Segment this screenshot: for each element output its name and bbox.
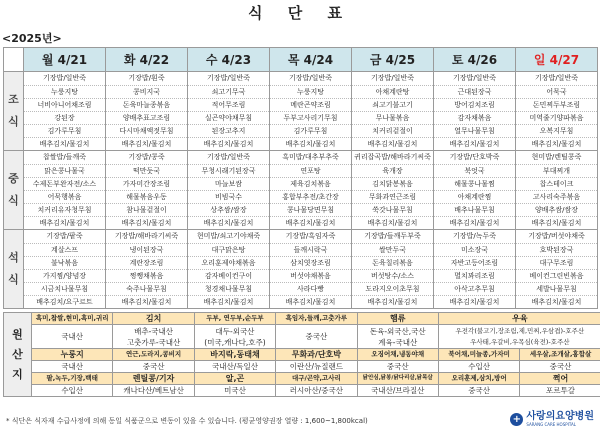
menu-item: 김가루무침 xyxy=(24,124,105,137)
meal-label-char: 식 xyxy=(8,115,19,128)
menu-item: 아채계란탕 xyxy=(352,85,433,98)
menu-item: 방어김치조림 xyxy=(434,98,515,111)
menu-item: 상추쌈/쌈장 xyxy=(188,203,269,216)
logo-sub: SARANG CARE HOSPITAL xyxy=(526,422,576,427)
menu-item: 실곤약야채무침 xyxy=(188,111,269,124)
origin-table xyxy=(3,312,600,397)
menu-item: 무화과연근조림 xyxy=(352,190,433,203)
menu-item: 사라다빵 xyxy=(270,282,351,295)
origin-value xyxy=(357,325,438,349)
menu-item: 찹스테이크 xyxy=(516,177,597,190)
menu-item: 강된장 xyxy=(24,111,105,124)
menu-item: 양배추쌈/쌈장 xyxy=(516,203,597,216)
menu-item: 버섯야채볶음 xyxy=(270,269,351,282)
origin-value xyxy=(113,325,194,349)
origin-value: 중국산 xyxy=(520,361,600,373)
meal-label-char: 식 xyxy=(8,273,19,286)
menu-cell xyxy=(188,151,270,230)
menu-item: 기장밥/흑임자죽 xyxy=(285,232,336,240)
menu-item: 참나물겉절이 xyxy=(106,203,187,216)
menu-body xyxy=(4,72,598,309)
day-header-sunday: 일 4/27 xyxy=(516,48,598,72)
notice-mark: * xyxy=(6,417,10,425)
origin-item: 흑미,찹쌀,현미,흑미,귀리 xyxy=(32,313,113,325)
menu-item: 누룽지탕 xyxy=(270,85,351,98)
menu-item: 무청시래기된장국 xyxy=(188,164,269,177)
origin-side-char: 산 xyxy=(12,347,23,361)
origin-item: 김치 xyxy=(113,313,194,325)
menu-cell xyxy=(352,151,434,230)
menu-item: 기장밥/팥죽 xyxy=(46,232,83,240)
origin-value: 수입산 xyxy=(438,361,519,373)
menu-item: 기장밥/콩죽 xyxy=(128,153,165,161)
menu-cell xyxy=(106,72,188,151)
menu-item: 배추김치/물김치 xyxy=(434,216,515,229)
day-header: 월 4/21 xyxy=(24,48,106,72)
menu-item: 배추김치/물김치 xyxy=(434,137,515,150)
origin-item: 알,곤 xyxy=(194,373,275,385)
menu-cell xyxy=(24,72,106,151)
meal-row xyxy=(4,151,598,230)
menu-cell xyxy=(188,72,270,151)
menu-item: 두부고사리기무침 xyxy=(270,111,351,124)
origin-item-row xyxy=(4,373,600,385)
logo-text xyxy=(526,412,594,427)
menu-item: 가지찜/양념장 xyxy=(24,269,105,282)
menu-item: 감자베이컨구이 xyxy=(188,269,269,282)
origin-value: 러시아산/중국산 xyxy=(276,385,357,397)
origin-value: 중국산 xyxy=(113,361,194,373)
menu-item: 흑미밥/대추부추죽 xyxy=(282,153,339,161)
menu-item: 청경채나물무침 xyxy=(188,282,269,295)
menu-item: 자반고등어조림 xyxy=(434,256,515,269)
menu-item: 계살스프 xyxy=(24,243,105,256)
menu-item: 기장밥/단호박죽 xyxy=(449,153,500,161)
menu-cell xyxy=(188,230,270,309)
menu-item: 호박된장국 xyxy=(516,243,597,256)
menu-item: 기장밥/일반죽 xyxy=(371,74,414,82)
menu-item: 배추김치/물김치 xyxy=(516,137,597,150)
origin-item: 연근,도라지,콩비지 xyxy=(113,349,194,361)
menu-item: 돈육칠리볶음 xyxy=(352,256,433,269)
menu-item: 기장밥/흰죽 xyxy=(128,74,165,82)
day-header-row xyxy=(4,48,598,72)
origin-value: 포르투갈 xyxy=(520,385,600,397)
menu-item: 콩비지국 xyxy=(106,85,187,98)
menu-item: 해물볶음우동 xyxy=(106,190,187,203)
meal-label-char: 조 xyxy=(8,93,19,106)
origin-value: 중국산 xyxy=(276,325,357,349)
origin-item: 쩍어 xyxy=(520,373,600,385)
menu-item: 기장밥/들깨두부죽 xyxy=(364,232,421,240)
origin-value-row xyxy=(4,325,600,349)
menu-cell xyxy=(270,151,352,230)
menu-item: 고사리숙주볶음 xyxy=(516,190,597,203)
menu-item: 쩡쨍채볶음 xyxy=(106,269,187,282)
menu-item: 아삭고추무침 xyxy=(434,282,515,295)
menu-item: 다시마채액젓무침 xyxy=(106,124,187,137)
origin-item xyxy=(520,349,600,361)
origin-value-line: 돈육-외국산,국산 xyxy=(369,326,426,336)
menu-cell xyxy=(516,151,598,230)
menu-item: 적어무조림 xyxy=(188,98,269,111)
menu-item: 어묵행볶음 xyxy=(24,190,105,203)
year-label: <2025년> xyxy=(2,32,62,45)
cross-icon: + xyxy=(510,413,523,426)
menu-item: 도라지오이초무침 xyxy=(352,282,433,295)
origin-item: 렌틸콩/기자 xyxy=(113,373,194,385)
origin-value-line: 고춧가루-국내산 xyxy=(126,337,181,347)
menu-item: 베이컨그린빈볶음 xyxy=(516,269,597,282)
meal-row xyxy=(4,72,598,151)
menu-cell xyxy=(516,230,598,309)
origin-value: 국내산 xyxy=(32,325,113,349)
menu-cell xyxy=(352,230,434,309)
menu-item: 오리훈제야채볶음 xyxy=(188,256,269,269)
menu-item: 배추김치/물김치 xyxy=(352,295,433,308)
menu-item: 아채계란찜 xyxy=(434,190,515,203)
origin-value: 중국산 xyxy=(438,385,519,397)
origin-item-row xyxy=(4,313,600,325)
menu-item: 연포탕 xyxy=(270,164,351,177)
menu-item: 배추김치/물김치 xyxy=(270,137,351,150)
origin-value-line: 우사태,우갈비,우목심(육전)-호주산 xyxy=(470,337,570,346)
menu-item: 기장밥/일반죽 xyxy=(207,153,250,161)
menu-item: 배추김치/물김치 xyxy=(434,295,515,308)
menu-item: 기장밥/버섯야채죽 xyxy=(528,232,585,240)
meal-label-char: 석 xyxy=(8,251,19,264)
origin-item: 무화과/단호박 xyxy=(276,349,357,361)
menu-cell xyxy=(106,151,188,230)
menu-item: 맑은콩나물국 xyxy=(24,164,105,177)
menu-item: 북엇국 xyxy=(434,164,515,177)
menu-item: 배추김치/물김치 xyxy=(106,137,187,150)
menu-cell xyxy=(434,151,516,230)
origin-value: 캐나다산/베트남산 xyxy=(113,385,194,397)
menu-item: 김가루무침 xyxy=(270,124,351,137)
origin-item: 햄류 xyxy=(357,313,438,325)
menu-item: 감자채볶음 xyxy=(434,111,515,124)
meal-label xyxy=(4,230,24,309)
origin-item: 흑임자,들깨,고춧가루 xyxy=(276,313,357,325)
origin-side-char: 지 xyxy=(12,367,23,381)
origin-value: 국내산/독일산 xyxy=(194,361,275,373)
origin-value: 이란산/뉴질랜드 xyxy=(276,361,357,373)
menu-item: 배추김치/물김치 xyxy=(188,137,269,150)
menu-item: 대구맑은탕 xyxy=(188,243,269,256)
menu-cell xyxy=(516,72,598,151)
menu-item: 기장밥/일반죽 xyxy=(289,74,332,82)
menu-item: 기장밥/일반죽 xyxy=(207,74,250,82)
menu-item: 치커리유자청무침 xyxy=(24,203,105,216)
menu-item: 부대찌개 xyxy=(516,164,597,177)
menu-item: 시금치나물무침 xyxy=(24,282,105,295)
menu-item: 돈민찌두부조림 xyxy=(516,98,597,111)
day-header: 금 4/25 xyxy=(352,48,434,72)
origin-value: 미국산 xyxy=(194,385,275,397)
menu-cell xyxy=(24,230,106,309)
origin-item: 대구/곤약,고사리 xyxy=(276,373,357,385)
menu-item: 불낙볶음 xyxy=(24,256,105,269)
menu-item: 된장고추지 xyxy=(188,124,269,137)
menu-item: 배추김치/요구르트 xyxy=(24,295,105,308)
menu-item: 육개장 xyxy=(352,164,433,177)
menu-cell xyxy=(270,230,352,309)
menu-item: 마늘보쌈 xyxy=(188,177,269,190)
meal-label-char: 중 xyxy=(8,172,19,185)
menu-item: 배추김치/물김치 xyxy=(106,295,187,308)
origin-value: 국내산 xyxy=(32,361,113,373)
menu-cell xyxy=(434,230,516,309)
menu-item: 기장밥/녹두죽 xyxy=(453,232,496,240)
menu-item: 숙주나물무침 xyxy=(106,282,187,295)
menu-item: 냉이된장국 xyxy=(106,243,187,256)
menu-item: 무나물볶음 xyxy=(352,111,433,124)
origin-value: 수입산 xyxy=(32,385,113,397)
meal-label xyxy=(4,72,24,151)
logo-name: 사랑의요양병원 xyxy=(526,411,594,422)
menu-item: 수제돈부완자전/소스 xyxy=(24,177,105,190)
origin-item: 팥,녹두,기장,백태 xyxy=(32,373,113,385)
menu-item: 배추김치/물김치 xyxy=(24,137,105,150)
notice-body: 식단은 식자재 수급사정에 의해 동일 식품군으로 변동이 있을 수 있습니다. (평균영양권장 열량 : 1,600~1,800kcal) xyxy=(11,417,368,425)
origin-item: 바지락,동태채 xyxy=(194,349,275,361)
origin-value xyxy=(194,325,275,349)
menu-item: 배추김치/물김치 xyxy=(270,295,351,308)
menu-item: 어묵국 xyxy=(516,85,597,98)
origin-item: 누룽지 xyxy=(32,349,113,361)
menu-cell xyxy=(106,230,188,309)
menu-item: 제육김치볶음 xyxy=(270,177,351,190)
menu-item: 미소장국 xyxy=(434,243,515,256)
menu-item: 대구무조림 xyxy=(516,256,597,269)
menu-item: 멸치꽈리조림 xyxy=(434,269,515,282)
menu-item: 김치닭봉볶음 xyxy=(352,177,433,190)
origin-value-line: 대두-외국산 xyxy=(215,326,255,336)
menu-item: 누룽지탕 xyxy=(24,85,105,98)
menu-item: 배추김치/물김치 xyxy=(516,295,597,308)
menu-item: 기장밥/일반죽 xyxy=(453,74,496,82)
origin-item: 오징어채,냉동야채 xyxy=(357,349,438,361)
menu-item: 기장밥/일반죽 xyxy=(43,74,86,82)
origin-value-row xyxy=(4,361,600,373)
menu-item: 열무나물무침 xyxy=(434,124,515,137)
origin-item xyxy=(438,349,519,361)
menu-item: 계란장조림 xyxy=(106,256,187,269)
origin-item: 오리훈제,삼치,방어 xyxy=(438,373,519,385)
origin-item: 두부, 연두부,순두부 xyxy=(194,313,275,325)
origin-side-char: 원 xyxy=(12,327,23,341)
menu-item: 귀리잡곡밥/해바라기씨죽 xyxy=(354,153,431,161)
meal-label-char: 식 xyxy=(8,194,19,207)
menu-item: 배추김치/물김치 xyxy=(516,216,597,229)
notice-text xyxy=(6,416,368,426)
origin-item: 우육 xyxy=(438,313,600,325)
menu-item: 버섯탕수/소스 xyxy=(352,269,433,282)
menu-item: 콩나물당면무침 xyxy=(270,203,351,216)
origin-value-line: (미국,캐나다,호주) xyxy=(204,337,266,347)
menu-item: 찹쌀밥/들깨죽 xyxy=(43,153,86,161)
origin-item-part: 세우살,조개살,홍합살 xyxy=(529,350,592,358)
menu-item: 쇠고기불고기 xyxy=(352,98,433,111)
origin-item-part: 북어채,미늘종,가자미 xyxy=(448,350,510,358)
origin-value-line: 배추-국내산 xyxy=(134,326,174,336)
menu-item: 홍합부추전/초간장 xyxy=(270,190,351,203)
menu-item: 배추나물무침 xyxy=(434,203,515,216)
menu-item: 배추김치/물김치 xyxy=(106,216,187,229)
origin-value-line: 우전각(불고기,장조림,제,민찌,우삼겹)-호주산 xyxy=(455,326,585,335)
menu-item: 근대된장국 xyxy=(434,85,515,98)
menu-cell xyxy=(434,72,516,151)
menu-item: 배추김치/물김치 xyxy=(188,295,269,308)
menu-item: 삼치엿장조림 xyxy=(270,256,351,269)
origin-value-line: 계육-국내산 xyxy=(378,337,418,347)
menu-item: 미역줄기양파볶음 xyxy=(516,111,597,124)
menu-item: 떡만둣국 xyxy=(106,164,187,177)
menu-item: 쇠고기무국 xyxy=(188,85,269,98)
menu-item: 쑥갓나물무침 xyxy=(352,203,433,216)
menu-cell xyxy=(270,72,352,151)
menu-item: 배추김치/물김치 xyxy=(352,137,433,150)
day-header: 수 4/23 xyxy=(188,48,270,72)
menu-cell xyxy=(352,72,434,151)
menu-item: 양배추표고조림 xyxy=(106,111,187,124)
day-header: 화 4/22 xyxy=(106,48,188,72)
menu-item: 메란곤약조림 xyxy=(270,98,351,111)
meal-row xyxy=(4,230,598,309)
origin-value xyxy=(438,325,600,349)
menu-item: 너비아니어채조림 xyxy=(24,98,105,111)
page-title: 식 단 표 xyxy=(248,4,352,22)
menu-item: 가자미간장조림 xyxy=(106,177,187,190)
menu-cell xyxy=(24,151,106,230)
menu-item: 비빔국수 xyxy=(188,190,269,203)
menu-item: 배추김치/물김치 xyxy=(188,216,269,229)
corner-cell xyxy=(4,48,24,72)
origin-item-row xyxy=(4,349,600,361)
menu-item: 오복지무침 xyxy=(516,124,597,137)
origin-value-row xyxy=(4,385,600,397)
menu-item: 배추김치/물김치 xyxy=(24,216,105,229)
origin-side-label xyxy=(4,313,32,397)
menu-item: 들깨시락국 xyxy=(270,243,351,256)
menu-item: 세발나물무침 xyxy=(516,282,597,295)
menu-table xyxy=(3,47,598,309)
hospital-logo xyxy=(510,412,594,427)
menu-item: 배추김치/물김치 xyxy=(270,216,351,229)
day-header: 목 4/24 xyxy=(270,48,352,72)
origin-value: 국내산/브라질산 xyxy=(357,385,438,397)
menu-item: 해물콩나물찜 xyxy=(434,177,515,190)
menu-item: 기장밥/해바라기씨죽 xyxy=(114,232,179,240)
origin-value: 중국산 xyxy=(357,361,438,373)
menu-item: 현미밥/쇠고기야채죽 xyxy=(196,232,261,240)
meal-label xyxy=(4,151,24,230)
origin-item: 닭안심,닭봉/닭다리살,닭목살 xyxy=(357,373,438,385)
menu-item: 현미밥/렌틸콩죽 xyxy=(531,153,582,161)
menu-item: 치커리겉절이 xyxy=(352,124,433,137)
menu-item: 쌀만두국 xyxy=(352,243,433,256)
menu-item: 기장밥/일반죽 xyxy=(535,74,578,82)
day-header: 토 4/26 xyxy=(434,48,516,72)
menu-item: 돈육마늘종볶음 xyxy=(106,98,187,111)
menu-item: 배추김치/물김치 xyxy=(352,216,433,229)
